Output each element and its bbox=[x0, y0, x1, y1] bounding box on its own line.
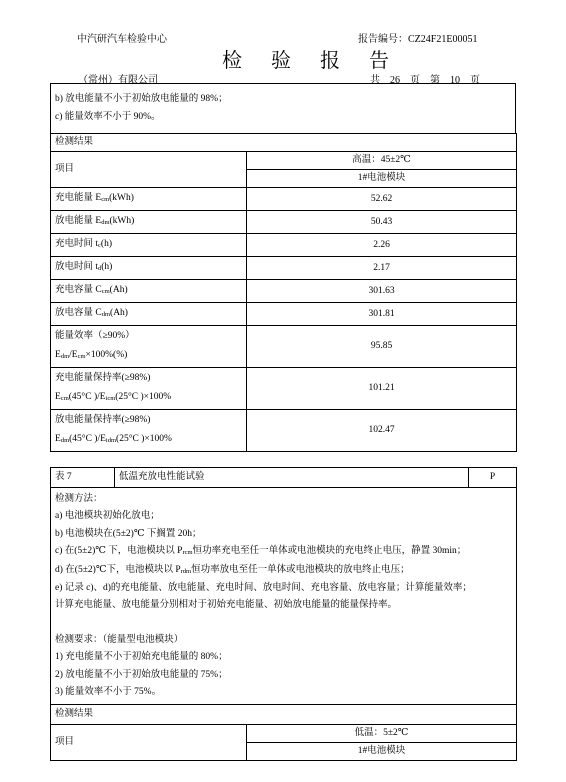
table-row bbox=[51, 188, 517, 211]
method-step-a: a) 电池模块初始化放电； bbox=[55, 511, 160, 522]
discharge-retention-value: 102.47 bbox=[247, 410, 517, 452]
requirement-c: c) 能量效率不小于 90%。 bbox=[55, 111, 161, 122]
charge-retention-value: 101.21 bbox=[247, 368, 517, 410]
method-step-b: b) 电池模块在(5±2)℃ 下搁置 20h； bbox=[55, 528, 202, 539]
row-label: 充电容量 Ccm(Ah) bbox=[51, 280, 247, 303]
row-value: 301.63 bbox=[247, 280, 517, 303]
table-row bbox=[51, 234, 517, 257]
report-number bbox=[358, 30, 477, 45]
method-step-c: c) 在(5±2)℃ 下，电池模块以 Prcm恒功率充电至任一单体或电池模块的充电终止电压，静置 30min； bbox=[55, 546, 467, 557]
row-value: 2.17 bbox=[247, 257, 517, 280]
requirements-title: 检测要求：（能量型电池模块） bbox=[55, 634, 184, 645]
results-table-high-temp bbox=[50, 133, 517, 452]
row-label: 放电能量 Edm(kWh) bbox=[51, 211, 247, 234]
company-name: （常州）有限公司 bbox=[78, 75, 158, 86]
table-7 bbox=[50, 467, 517, 761]
discharge-retention-label: 放电能量保持率(≥98%) Edm(45°C )/Eidm(25°C )×100% bbox=[51, 410, 247, 452]
condition-header: 低温：5±2℃ bbox=[247, 725, 517, 743]
table-row bbox=[51, 410, 517, 452]
row-label: 放电容量 Cdm(Ah) bbox=[51, 303, 247, 326]
row-value: 50.43 bbox=[247, 211, 517, 234]
item-header: 项目 bbox=[51, 152, 247, 188]
table-number: 表 7 bbox=[51, 468, 115, 488]
table-row bbox=[51, 368, 517, 410]
results-section-label: 检测结果 bbox=[51, 134, 517, 152]
sample-header: 1#电池模块 bbox=[247, 170, 517, 188]
efficiency-label: 能量效率（≥90%） Edm/Ecm×100%(%) bbox=[51, 326, 247, 368]
row-label: 放电时间 td(h) bbox=[51, 257, 247, 280]
method-step-e: e) 记录 c)、d)的充电能量、放电能量、充电时间、放电时间、充电容量、放电容量；计算能量效率； bbox=[55, 583, 472, 594]
requirement-1: 1) 充电能量不小于初始充电能量的 80%； bbox=[55, 652, 228, 663]
requirement-b: b) 放电能量不小于初始放电能量的 98%； bbox=[55, 94, 228, 105]
charge-retention-label: 充电能量保持率(≥98%) Ecm(45°C )/Eicm(25°C )×100% bbox=[51, 368, 247, 410]
verdict-badge: P bbox=[469, 468, 517, 488]
test-name: 低温充放电性能试验 bbox=[115, 468, 469, 488]
results-section-label: 检测结果 bbox=[51, 705, 517, 725]
row-label: 充电时间 tc(h) bbox=[51, 234, 247, 257]
method-step-d: d) 在(5±2)℃下，电池模块以 Prdm恒功率放电至任一单体或电池模块的放电终止电压； bbox=[55, 564, 410, 575]
method-and-requirements bbox=[51, 488, 517, 705]
requirement-3: 3) 能量效率不小于 75%。 bbox=[55, 687, 162, 698]
sample-header: 1#电池模块 bbox=[247, 743, 517, 761]
requirement-2: 2) 放电能量不小于初始放电能量的 75%； bbox=[55, 669, 228, 680]
report-number-label: 报告编号： bbox=[358, 34, 408, 45]
prev-requirements-table bbox=[50, 83, 516, 134]
method-step-e-cont: 计算充电能量、放电能量分别相对于初始充电能量、初始放电能量的能量保持率。 bbox=[55, 600, 398, 611]
method-title: 检测方法： bbox=[55, 494, 103, 504]
table-row bbox=[51, 257, 517, 280]
condition-header: 高温：45±2℃ bbox=[247, 152, 517, 170]
row-label: 充电能量 Ecm(kWh) bbox=[51, 188, 247, 211]
page-title: 检 验 报 告 bbox=[222, 50, 401, 72]
page-info: 共 26 页 第 10 页 bbox=[370, 75, 480, 86]
table-row bbox=[51, 280, 517, 303]
test-center-name: 中汽研汽车检验中心 bbox=[77, 34, 167, 45]
efficiency-value: 95.85 bbox=[247, 326, 517, 368]
prev-requirements-cell bbox=[51, 84, 516, 134]
item-header: 项目 bbox=[51, 725, 247, 761]
table-row bbox=[51, 326, 517, 368]
row-value: 52.62 bbox=[247, 188, 517, 211]
row-value: 301.81 bbox=[247, 303, 517, 326]
report-number-value: CZ24F21E00051 bbox=[408, 34, 478, 45]
row-value: 2.26 bbox=[247, 234, 517, 257]
table-row bbox=[51, 303, 517, 326]
table-row bbox=[51, 211, 517, 234]
